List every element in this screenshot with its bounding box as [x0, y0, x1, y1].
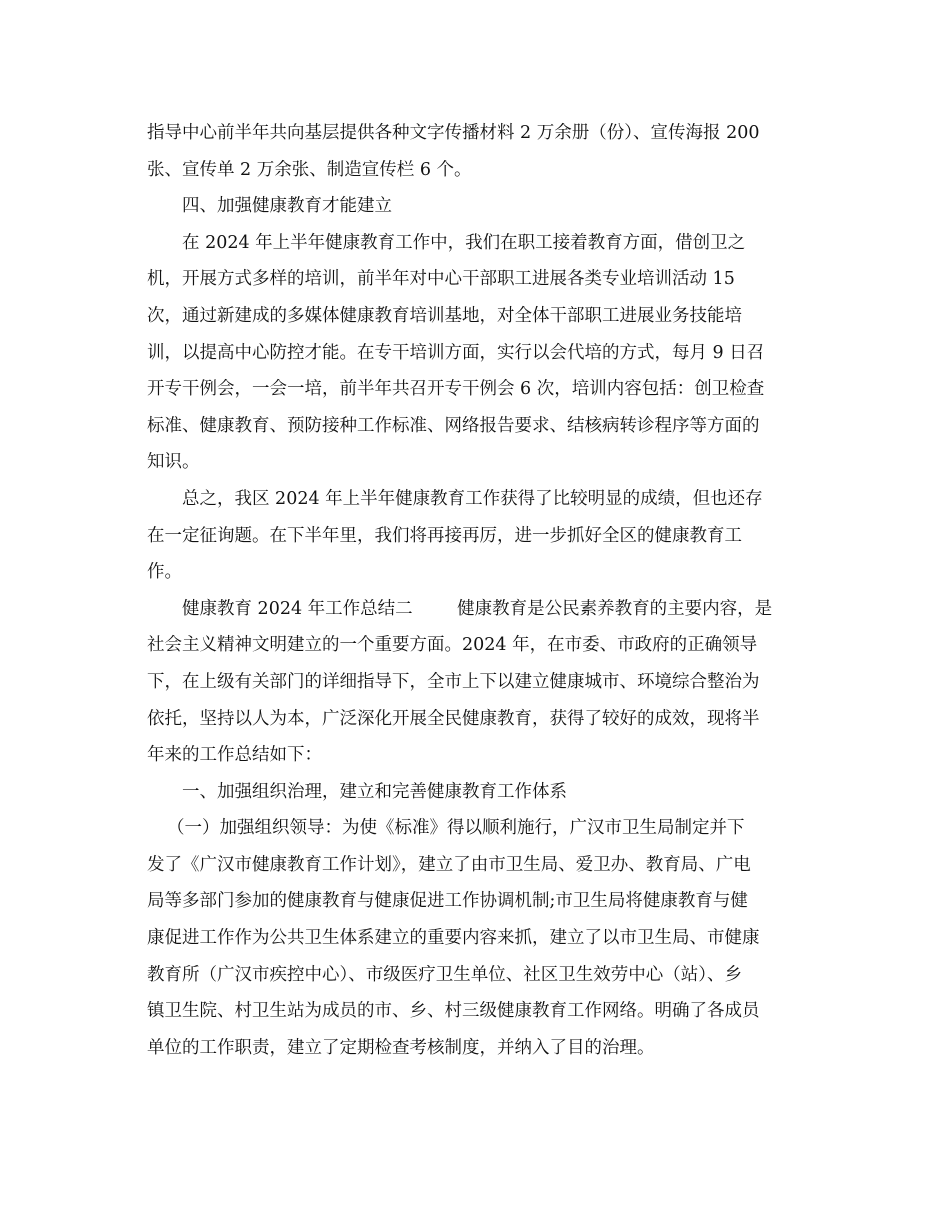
body-line: 年来的工作总结如下：: [147, 745, 322, 766]
section-heading: 四、加强健康教育才能建立: [182, 196, 392, 217]
section-heading: 一、加强组织治理，建立和完善健康教育工作体系: [182, 781, 567, 802]
document-body: [147, 115, 801, 1066]
body-line: 标准、健康教育、预防接种工作标准、网络报告要求、结核病转诊程序等方面的: [147, 415, 760, 436]
body-line: 依托，坚持以人为本，广泛深化开展全民健康教育，获得了较好的成效，现将半: [147, 708, 760, 729]
body-line: 社会主义精神文明建立的一个重要方面。2024 年，在市委、市政府的正确领导: [147, 635, 758, 656]
paragraph-start: 总之，我区 2024 年上半年健康教育工作获得了比较明显的成绩，但也还存: [182, 488, 763, 509]
body-line: 单位的工作职责，建立了定期检查考核制度，并纳入了目的治理。: [147, 1037, 655, 1058]
body-line: 开专干例会，一会一培，前半年共召开专干例会 6 次，培训内容包括：创卫检查: [147, 379, 765, 400]
body-line: 指导中心前半年共向基层提供各种文字传播材料 2 万余册（份）、宣传海报 200: [147, 123, 760, 143]
body-line: 在一定征询题。在下半年里，我们将再接再厉，进一步抓好全区的健康教育工: [147, 525, 742, 546]
body-line: 机，开展方式多样的培训，前半年对中心干部职工进展各类专业培训活动 15: [147, 269, 735, 290]
paragraph-start: 健康教育 2024 年工作总结二 健康教育是公民素养教育的主要内容，是: [182, 598, 773, 619]
body-line: 张、宣传单 2 万余张、制造宣传栏 6 个。: [147, 159, 472, 180]
body-line: 镇卫生院、村卫生站为成员的市、乡、村三级健康教育工作网络。明确了各成员: [147, 1001, 760, 1022]
body-line: 训，以提高中心防控才能。在专干培训方面，实行以会代培的方式，每月 9 日召: [147, 342, 765, 363]
paragraph-start: （一）加强组织领导：为使《标准》得以顺利施行，广汉市卫生局制定并下: [167, 818, 745, 839]
body-line: 知识。: [147, 452, 200, 473]
body-line: 局等多部门参加的健康教育与健康促进工作协调机制;市卫生局将健康教育与健: [147, 891, 748, 912]
body-line: 次，通过新建成的多媒体健康教育培训基地，对全体干部职工进展业务技能培: [147, 305, 742, 326]
body-line: 发了《广汉市健康教育工作计划》，建立了由市卫生局、爱卫办、教育局、广电: [147, 854, 751, 875]
paragraph-start: 在 2024 年上半年健康教育工作中，我们在职工接着教育方面，借创卫之: [182, 232, 746, 253]
body-line: 康促进工作作为公共卫生体系建立的重要内容来抓，建立了以市卫生局、市健康: [147, 928, 760, 949]
body-line: 作。: [147, 562, 182, 583]
body-line: 教育所（广汉市疾控中心）、市级医疗卫生单位、社区卫生效劳中心（站）、乡: [147, 964, 742, 985]
body-line: 下，在上级有关部门的详细指导下，全市上下以建立健康城市、环境综合整治为: [147, 671, 760, 692]
